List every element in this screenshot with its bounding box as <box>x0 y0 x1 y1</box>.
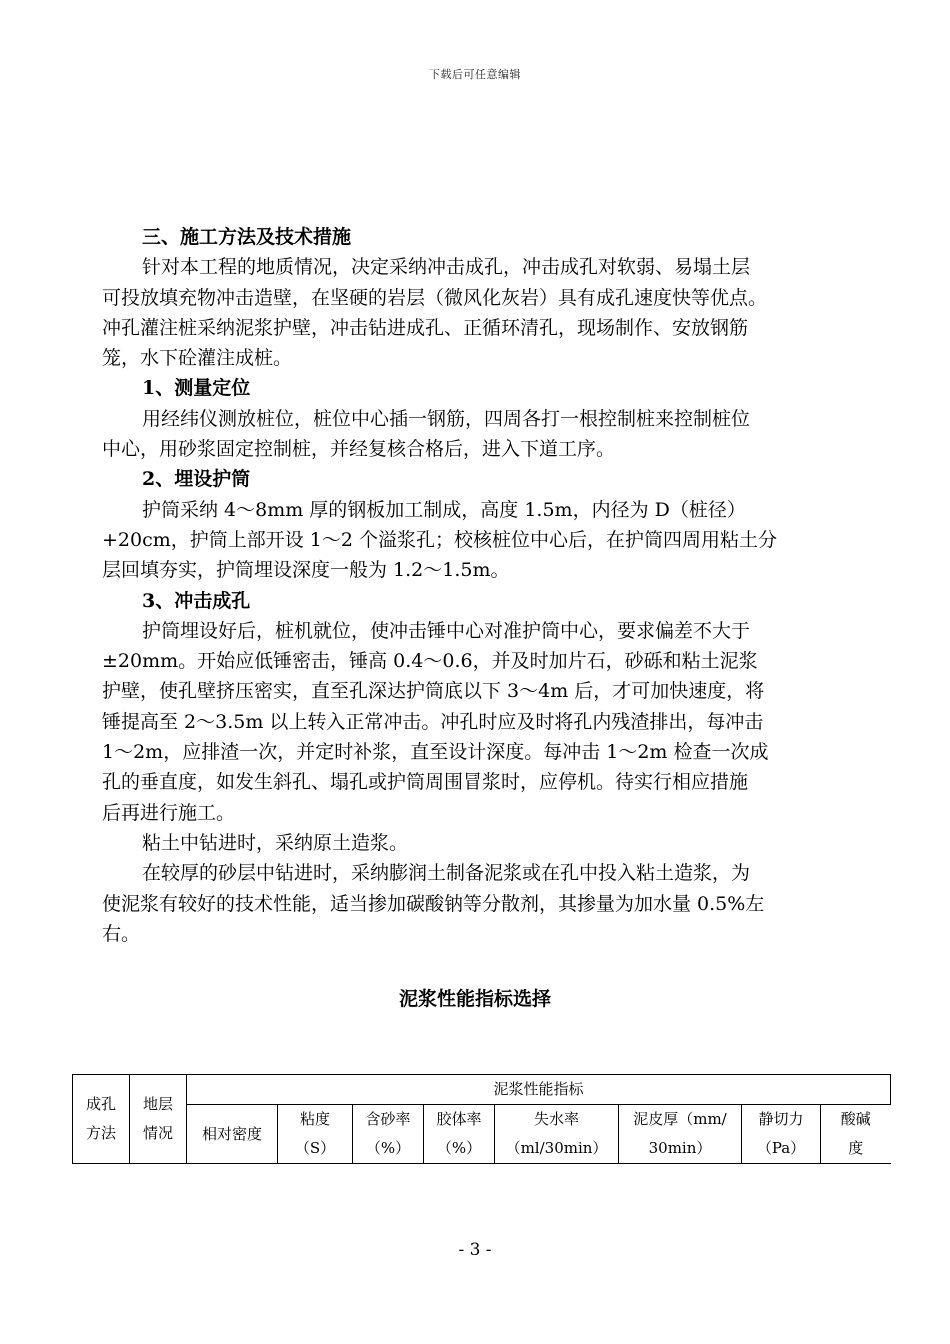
table-header-row <box>73 1075 891 1105</box>
mud-properties-table <box>72 1074 891 1164</box>
survey-line: 中心，用砂浆固定控制桩，并经复核合格后，进入下道工序。 <box>102 438 616 461</box>
intro-line: 冲孔灌注桩采纳泥浆护壁，冲击钻进成孔、正循环清孔，现场制作、安放钢筋 <box>102 316 749 339</box>
casing-line: +20cm，护筒上部开设 1～2 个溢浆孔；校核桩位中心后，在护筒四周用粘土分 <box>102 528 778 551</box>
drilling-line: 护壁，使孔壁挤压密实，直至孔深达护筒底以下 3～4m 后，才可加快速度，将 <box>102 680 765 703</box>
header-ph: 酸碱 度 <box>821 1105 891 1164</box>
casing-line: 层回填夯实，护筒埋设深度一般为 1.2～1.5m。 <box>102 559 510 582</box>
sand-line: 使泥浆有较好的技术性能，适当掺加碳酸钠等分散剂，其掺量为加水量 0.5%左 <box>102 892 765 915</box>
header-method: 成孔 方法 <box>73 1075 130 1164</box>
drilling-line: 后再进行施工。 <box>102 801 236 824</box>
clay-paragraph: 粘土中钻进时，采纳原土造浆。 <box>142 831 409 854</box>
intro-line: 笼，水下砼灌注成桩。 <box>102 347 293 370</box>
header-sand-content: 含砂率 （%） <box>353 1105 424 1164</box>
survey-line: 用经纬仪测放桩位，桩位中心插一钢筋，四周各打一根控制桩来控制桩位 <box>142 407 751 430</box>
drilling-line: 孔的垂直度，如发生斜孔、塌孔或护筒周围冒浆时，应停机。待实行相应措施 <box>102 771 749 794</box>
subheading-survey: 1、测量定位 <box>142 377 251 400</box>
intro-line: 可投放填充物冲击造壁，在坚硬的岩层（微风化灰岩）具有成孔速度快等优点。 <box>102 286 768 309</box>
intro-line: 针对本工程的地质情况，决定采纳冲击成孔，冲击成孔对软弱、易塌土层 <box>142 256 751 279</box>
document-body <box>102 222 858 949</box>
subheading-drilling: 3、冲击成孔 <box>142 589 251 612</box>
casing-line: 护筒采纳 4～8mm 厚的钢板加工制成，高度 1.5m，内径为 D（桩径） <box>142 498 746 521</box>
header-relative-density: 相对密度 <box>187 1105 278 1164</box>
section-heading: 三、施工方法及技术措施 <box>142 226 352 248</box>
header-shear-strength: 静切力 （Pa） <box>742 1105 821 1164</box>
header-colloid-rate: 胶体率 （%） <box>424 1105 495 1164</box>
table-title: 泥浆性能指标选择 <box>398 988 551 1010</box>
drilling-line: 1～2m，应排渣一次，并定时补浆，直至设计深度。每冲击 1～2m 检查一次成 <box>102 741 769 764</box>
header-viscosity: 粘度 （S） <box>278 1105 353 1164</box>
header-mud-indicators: 泥浆性能指标 <box>187 1075 891 1105</box>
header-water-loss: 失水率 （ml/30min） <box>495 1105 619 1164</box>
page-header: 下载后可任意编辑 <box>429 68 521 81</box>
header-stratum: 地层 情况 <box>130 1075 187 1164</box>
header-cake-thickness: 泥皮厚（mm/ 30min） <box>619 1105 742 1164</box>
subheading-casing: 2、埋设护筒 <box>142 468 251 491</box>
drilling-line: 护筒埋设好后，桩机就位，使冲击锤中心对准护筒中心，要求偏差不大于 <box>142 619 751 642</box>
drilling-line: ±20mm。开始应低锤密击，锤高 0.4～0.6，并及时加片石，砂砾和粘土泥浆 <box>102 650 758 673</box>
sand-line: 在较厚的砂层中钻进时，采纳膨润土制备泥浆或在孔中投入粘土造浆，为 <box>142 862 751 885</box>
sand-line: 右。 <box>102 922 141 945</box>
page-number: - 3 - <box>458 1240 492 1260</box>
drilling-line: 锤提高至 2～3.5m 以上转入正常冲击。冲孔时应及时将孔内残渣排出，每冲击 <box>102 710 764 733</box>
table-subheader-row <box>73 1105 891 1164</box>
